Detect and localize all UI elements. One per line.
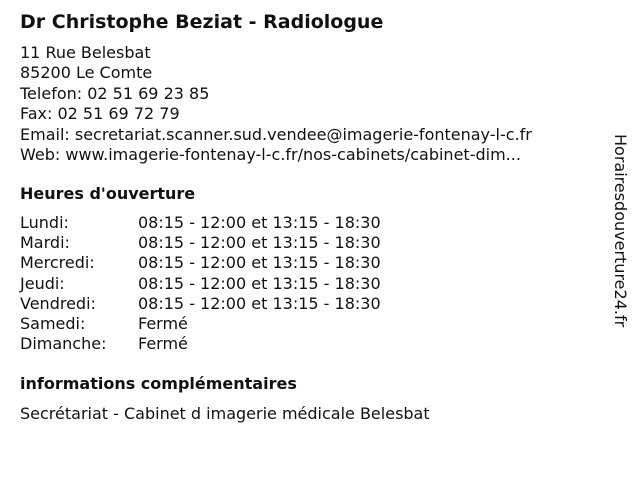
site-watermark: Horairesdouverture24.fr [611,134,630,328]
day-label: Jeudi: [20,273,65,293]
hours-value: Fermé [138,334,188,354]
day-label: Lundi: [20,213,69,232]
hours-value: 08:15 - 12:00 et 13:15 - 18:30 [138,213,381,232]
website-address: Web: www.imagerie-fontenay-l-c.fr/nos-cabinets/cabinet-dim... [20,145,521,165]
hours-row-monday [20,213,381,233]
contact-block [20,43,532,165]
day-label: Samedi: [20,314,86,334]
day-label: Mercredi: [20,253,95,273]
hours-row-saturday [20,314,381,334]
hours-row-friday [20,294,381,314]
day-label: Dimanche: [20,334,107,354]
hours-row-sunday [20,334,381,354]
fax-number: Fax: 02 51 69 72 79 [20,104,180,124]
hours-row-thursday [20,274,381,294]
hours-row-wednesday [20,253,381,273]
day-label: Mardi: [20,233,70,253]
street-address: 11 Rue Belesbat [20,43,151,62]
page-title: Dr Christophe Beziat - Radiologue [20,11,384,33]
hours-value: 08:15 - 12:00 et 13:15 - 18:30 [138,253,381,273]
additional-info-text: Secrétariat - Cabinet d imagerie médicale Belesbat [20,404,430,423]
phone-number: Telefon: 02 51 69 23 85 [20,83,210,103]
hours-value: 08:15 - 12:00 et 13:15 - 18:30 [138,233,381,253]
hours-row-tuesday [20,233,381,253]
hours-value: 08:15 - 12:00 et 13:15 - 18:30 [138,293,381,313]
hours-value: Fermé [138,314,188,334]
email-address: Email: secretariat.scanner.sud.vendee@imagerie-fontenay-l-c.fr [20,124,532,144]
opening-hours-table [20,213,381,354]
hours-value: 08:15 - 12:00 et 13:15 - 18:30 [138,273,381,293]
day-label: Vendredi: [20,293,96,313]
additional-info-heading: informations complémentaires [20,374,297,393]
postal-city: 85200 Le Comte [20,63,153,83]
opening-hours-heading: Heures d'ouverture [20,184,196,203]
